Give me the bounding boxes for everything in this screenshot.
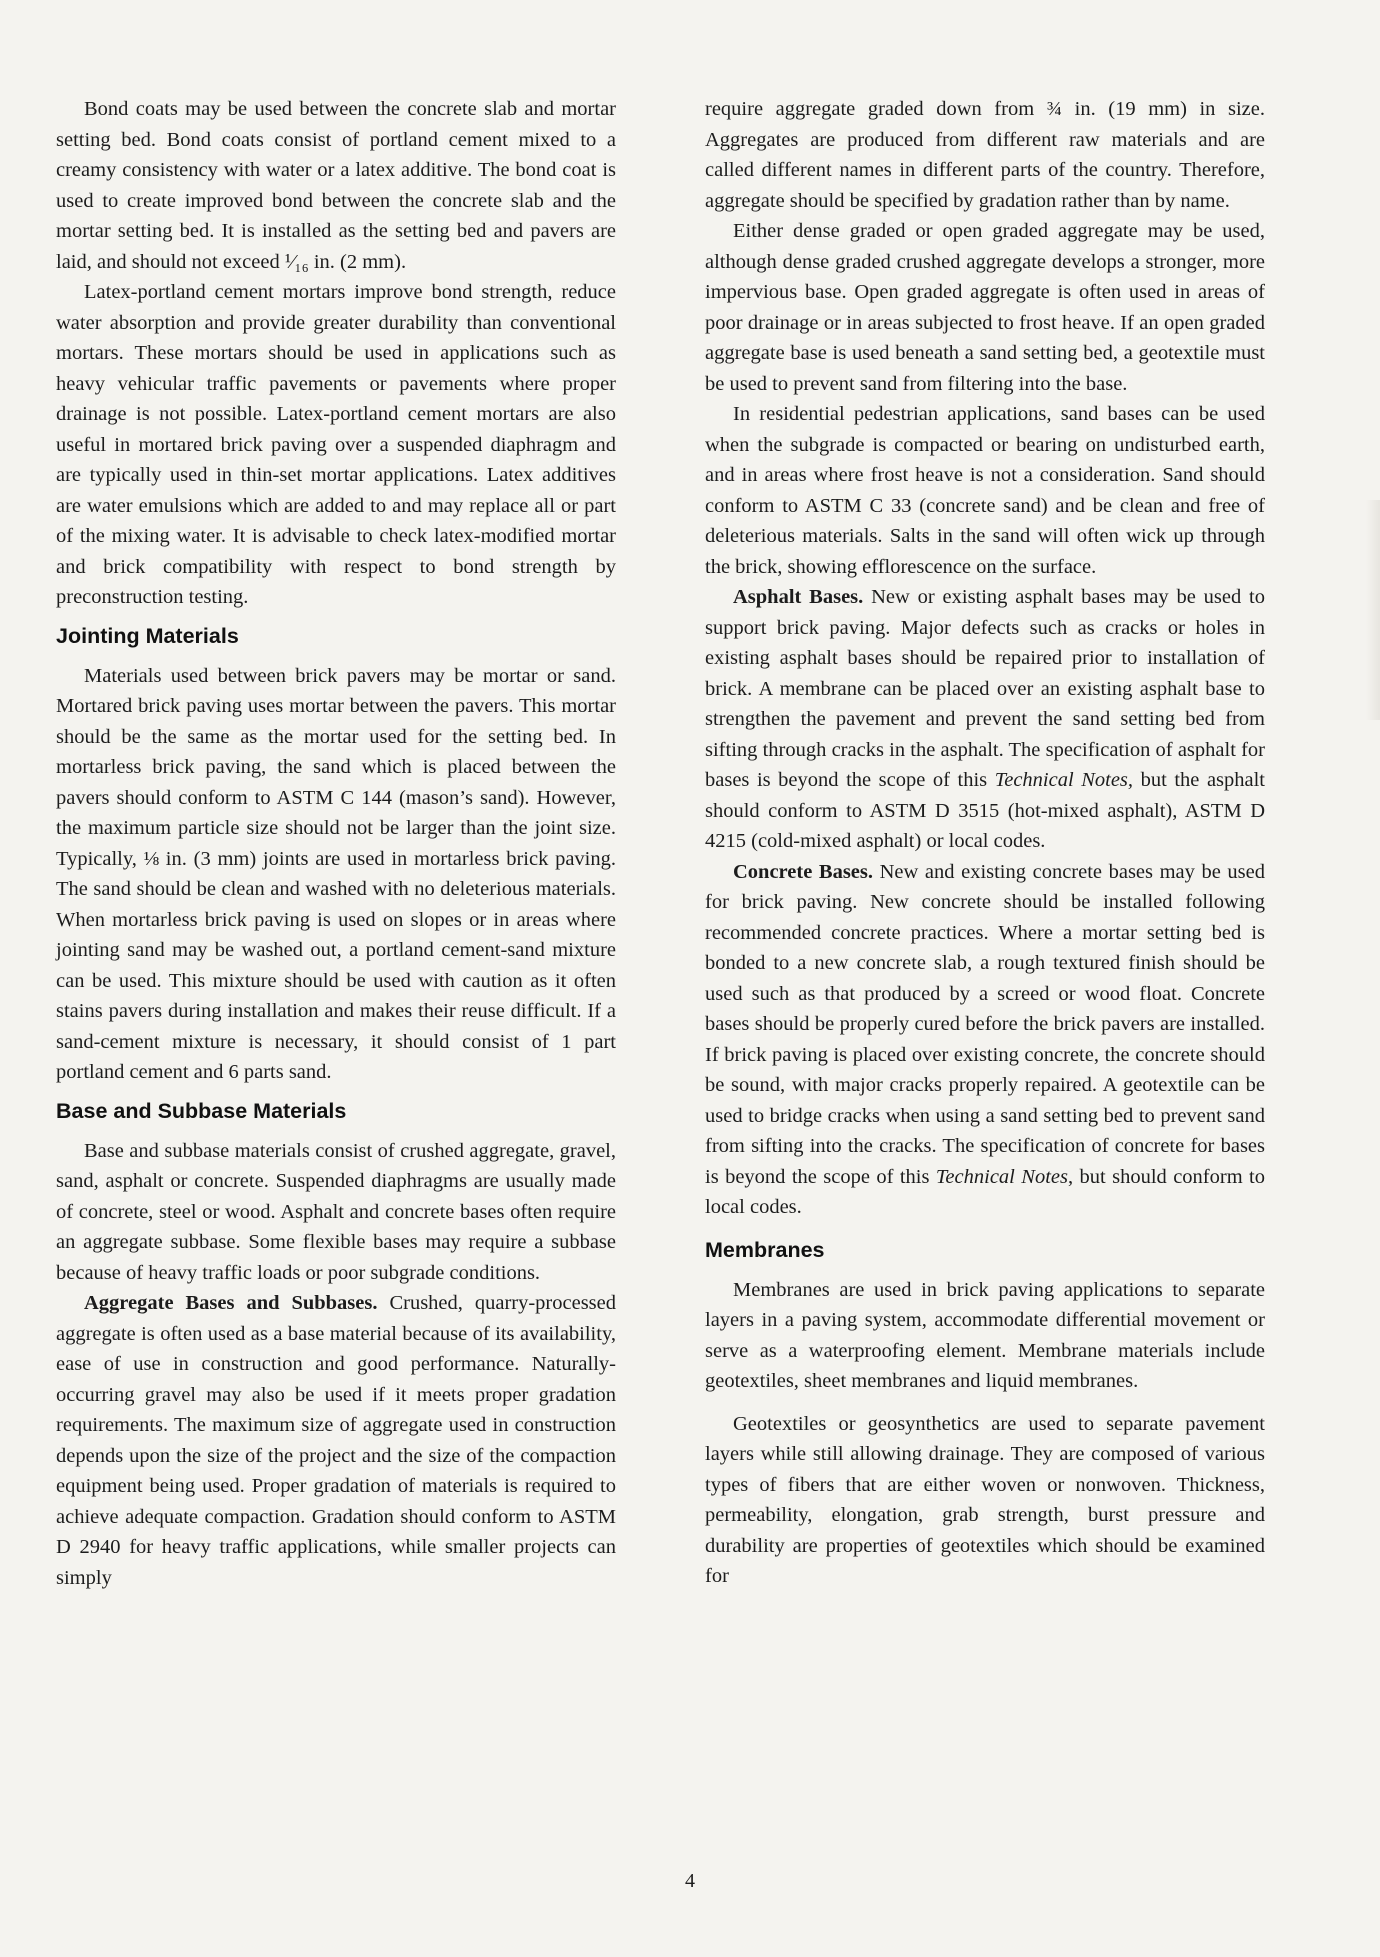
paragraph-aggregate-bases bbox=[56, 1288, 616, 1593]
aggregate-body-text: Crushed, quarry-processed aggregate is often used as a base material because of its availability, ease of use in construction and good performance. Naturally-occurring gravel may also be used if it meets proper gradation requirements. The maximum size of aggregate used in construction depends upon the size of the project and the size of the compaction equipment being used. Proper gradation of materials is required to achieve adequate compaction. Gradation should conform to ASTM D 2940 for heavy traffic applications, while smaller projects can simply bbox=[56, 1292, 616, 1589]
heading-jointing-materials: Jointing Materials bbox=[56, 623, 239, 648]
paragraph-aggregate-continued: require aggregate graded down from ¾ in. (19 mm) in size. Aggregates are produced from different raw materials and are called different names in different parts of the country. Therefore, aggregate should be specified by gradation rather than by name. bbox=[705, 98, 1265, 212]
left-column bbox=[56, 94, 616, 1593]
scan-edge-shadow bbox=[1366, 500, 1380, 720]
paragraph-base-subbase: Base and subbase materials consist of crushed aggregate, gravel, sand, asphalt or concrete. Suspended diaphragms are usually made of concrete, steel or wood. Asphalt and concrete bases often require an aggregate subbase. Some flexible bases may require a subbase because of heavy traffic loads or poor subgrade conditions. bbox=[56, 1139, 616, 1284]
paragraph-geotextiles: Geotextiles or geosynthetics are used to separate pavement layers while still allowing drainage. They are composed of various types of fibers that are either woven or nonwoven. Thickness, permeability, elongation, grab strength, burst pressure and durability are properties of geotextiles which should be examined for bbox=[705, 1412, 1265, 1587]
paragraph-asphalt-bases bbox=[705, 582, 1265, 857]
paragraph-concrete-bases bbox=[705, 857, 1265, 1223]
paragraph-graded-aggregate: Either dense graded or open graded aggregate may be used, although dense graded crushed aggregate develops a stronger, more impervious base. Open graded aggregate is often used in areas of poor drainage or in areas subjected to frost heave. If an open graded aggregate base is used beneath a sand setting bed, a geotextile must be used to prevent sand from filtering into the base. bbox=[705, 220, 1265, 395]
paragraph-jointing-materials: Materials used between brick pavers may be mortar or sand. Mortared brick paving uses mortar between the pavers. This mortar should be the same as the mortar used for the setting bed. In mortarless brick paving, the sand which is placed between the pavers should conform to ASTM C 144 (mason’s sand). However, the maximum particle size should not be larger than the joint size. Typically, ⅛ in. (3 mm) joints are used in mortarless brick paving. The sand should be clean and washed with no deleterious materials. When mortarless brick paving is used on slopes or in areas where jointing sand may be washed out, a portland cement-sand mixture can be used. This mixture should be used with caution as it often stains pavers during installation and makes their reuse difficult. If a sand-cement mixture is necessary, it should consist of 1 part portland cement and 6 parts sand. bbox=[56, 664, 616, 1083]
run-in-heading-asphalt: Asphalt Bases. bbox=[733, 586, 864, 608]
page-number: 4 bbox=[685, 1870, 695, 1892]
paragraph-spacer bbox=[705, 1397, 1265, 1409]
paragraph-latex-mortars: Latex-portland cement mortars improve bond strength, reduce water absorption and provide greater durability than conventional mortars. These mortars should be used in applications such as heavy vehicular traffic pavements or pavements where proper drainage is not possible. Latex-portland cement mortars are also useful in mortared brick paving over a suspended diaphragm and are typically used in thin-set mortar applications. Latex additives are water emulsions which are added to and may replace all or part of the mixing water. It is advisable to check latex-modified mortar and brick compatibility with respect to bond strength by preconstruction testing. bbox=[56, 281, 616, 608]
concrete-body-text-b: , but should conform to local codes. bbox=[705, 1165, 1265, 1218]
concrete-body-text-a: New and existing concrete bases may be used for brick paving. New concrete should be installed following recommended concrete practices. Where a mortar setting bed is bonded to a new concrete slab, a rough textured finish should be used such as that produced by a screed or wood float. Concrete bases should be properly cured before the brick pavers are installed. If brick paving is placed over existing concrete, the concrete should be sound, with major cracks properly repaired. A geotextile can be used to bridge cracks when using a sand setting bed to prevent sand from sifting into the cracks. The specification of concrete for bases is beyond the scope of this bbox=[705, 860, 1265, 1188]
heading-base-subbase-materials: Base and Subbase Materials bbox=[56, 1098, 347, 1123]
concrete-italic-title: Technical Notes bbox=[935, 1165, 1068, 1188]
run-in-heading-concrete: Concrete Bases. bbox=[733, 860, 874, 883]
asphalt-italic-title: Technical Notes, bbox=[994, 769, 1134, 791]
heading-membranes: Membranes bbox=[705, 1237, 825, 1262]
run-in-heading-aggregate: Aggregate Bases and Subbases. bbox=[84, 1292, 378, 1314]
paragraph-sand-bases: In residential pedestrian applications, sand bases can be used when the subgrade is compacted or bearing on undisturbed earth, and in areas where frost heave is not a consideration. Sand should conform to ASTM C 33 (concrete sand) and be clean and free of deleterious materials. Salts in the sand will often wick up through the brick, showing efflorescence on the surface. bbox=[705, 403, 1265, 578]
right-column bbox=[705, 94, 1265, 1592]
asphalt-body-text-b: but the asphalt should conform to ASTM D 3515 (hot-mixed asphalt), ASTM D 4215 (cold-mixed asphalt) or local codes. bbox=[705, 769, 1266, 852]
asphalt-body-text-a: New or existing asphalt bases may be used to support brick paving. Major defects such as cracks or holes in existing asphalt bases should be repaired prior to installation of brick. A membrane can be placed over an existing asphalt base to strengthen the pavement and prevent the sand setting bed from sifting through cracks in the asphalt. The specification of asphalt for bases is beyond the scope of this bbox=[705, 586, 1265, 791]
paragraph-membranes: Membranes are used in brick paving applications to separate layers in a paving system, accommodate differential movement or serve as a waterproofing element. Membrane materials include geotextiles, sheet membranes and liquid membranes. bbox=[705, 1278, 1265, 1392]
paragraph-bond-coats: Bond coats may be used between the concrete slab and mortar setting bed. Bond coats consist of portland cement mixed to a creamy consistency with water or a latex additive. The bond coat is used to create improved bond between the concrete slab and the mortar setting bed. It is installed as the setting bed and pavers are laid, and should not exceed ¹⁄₁₆ in. (2 mm). bbox=[56, 98, 616, 273]
